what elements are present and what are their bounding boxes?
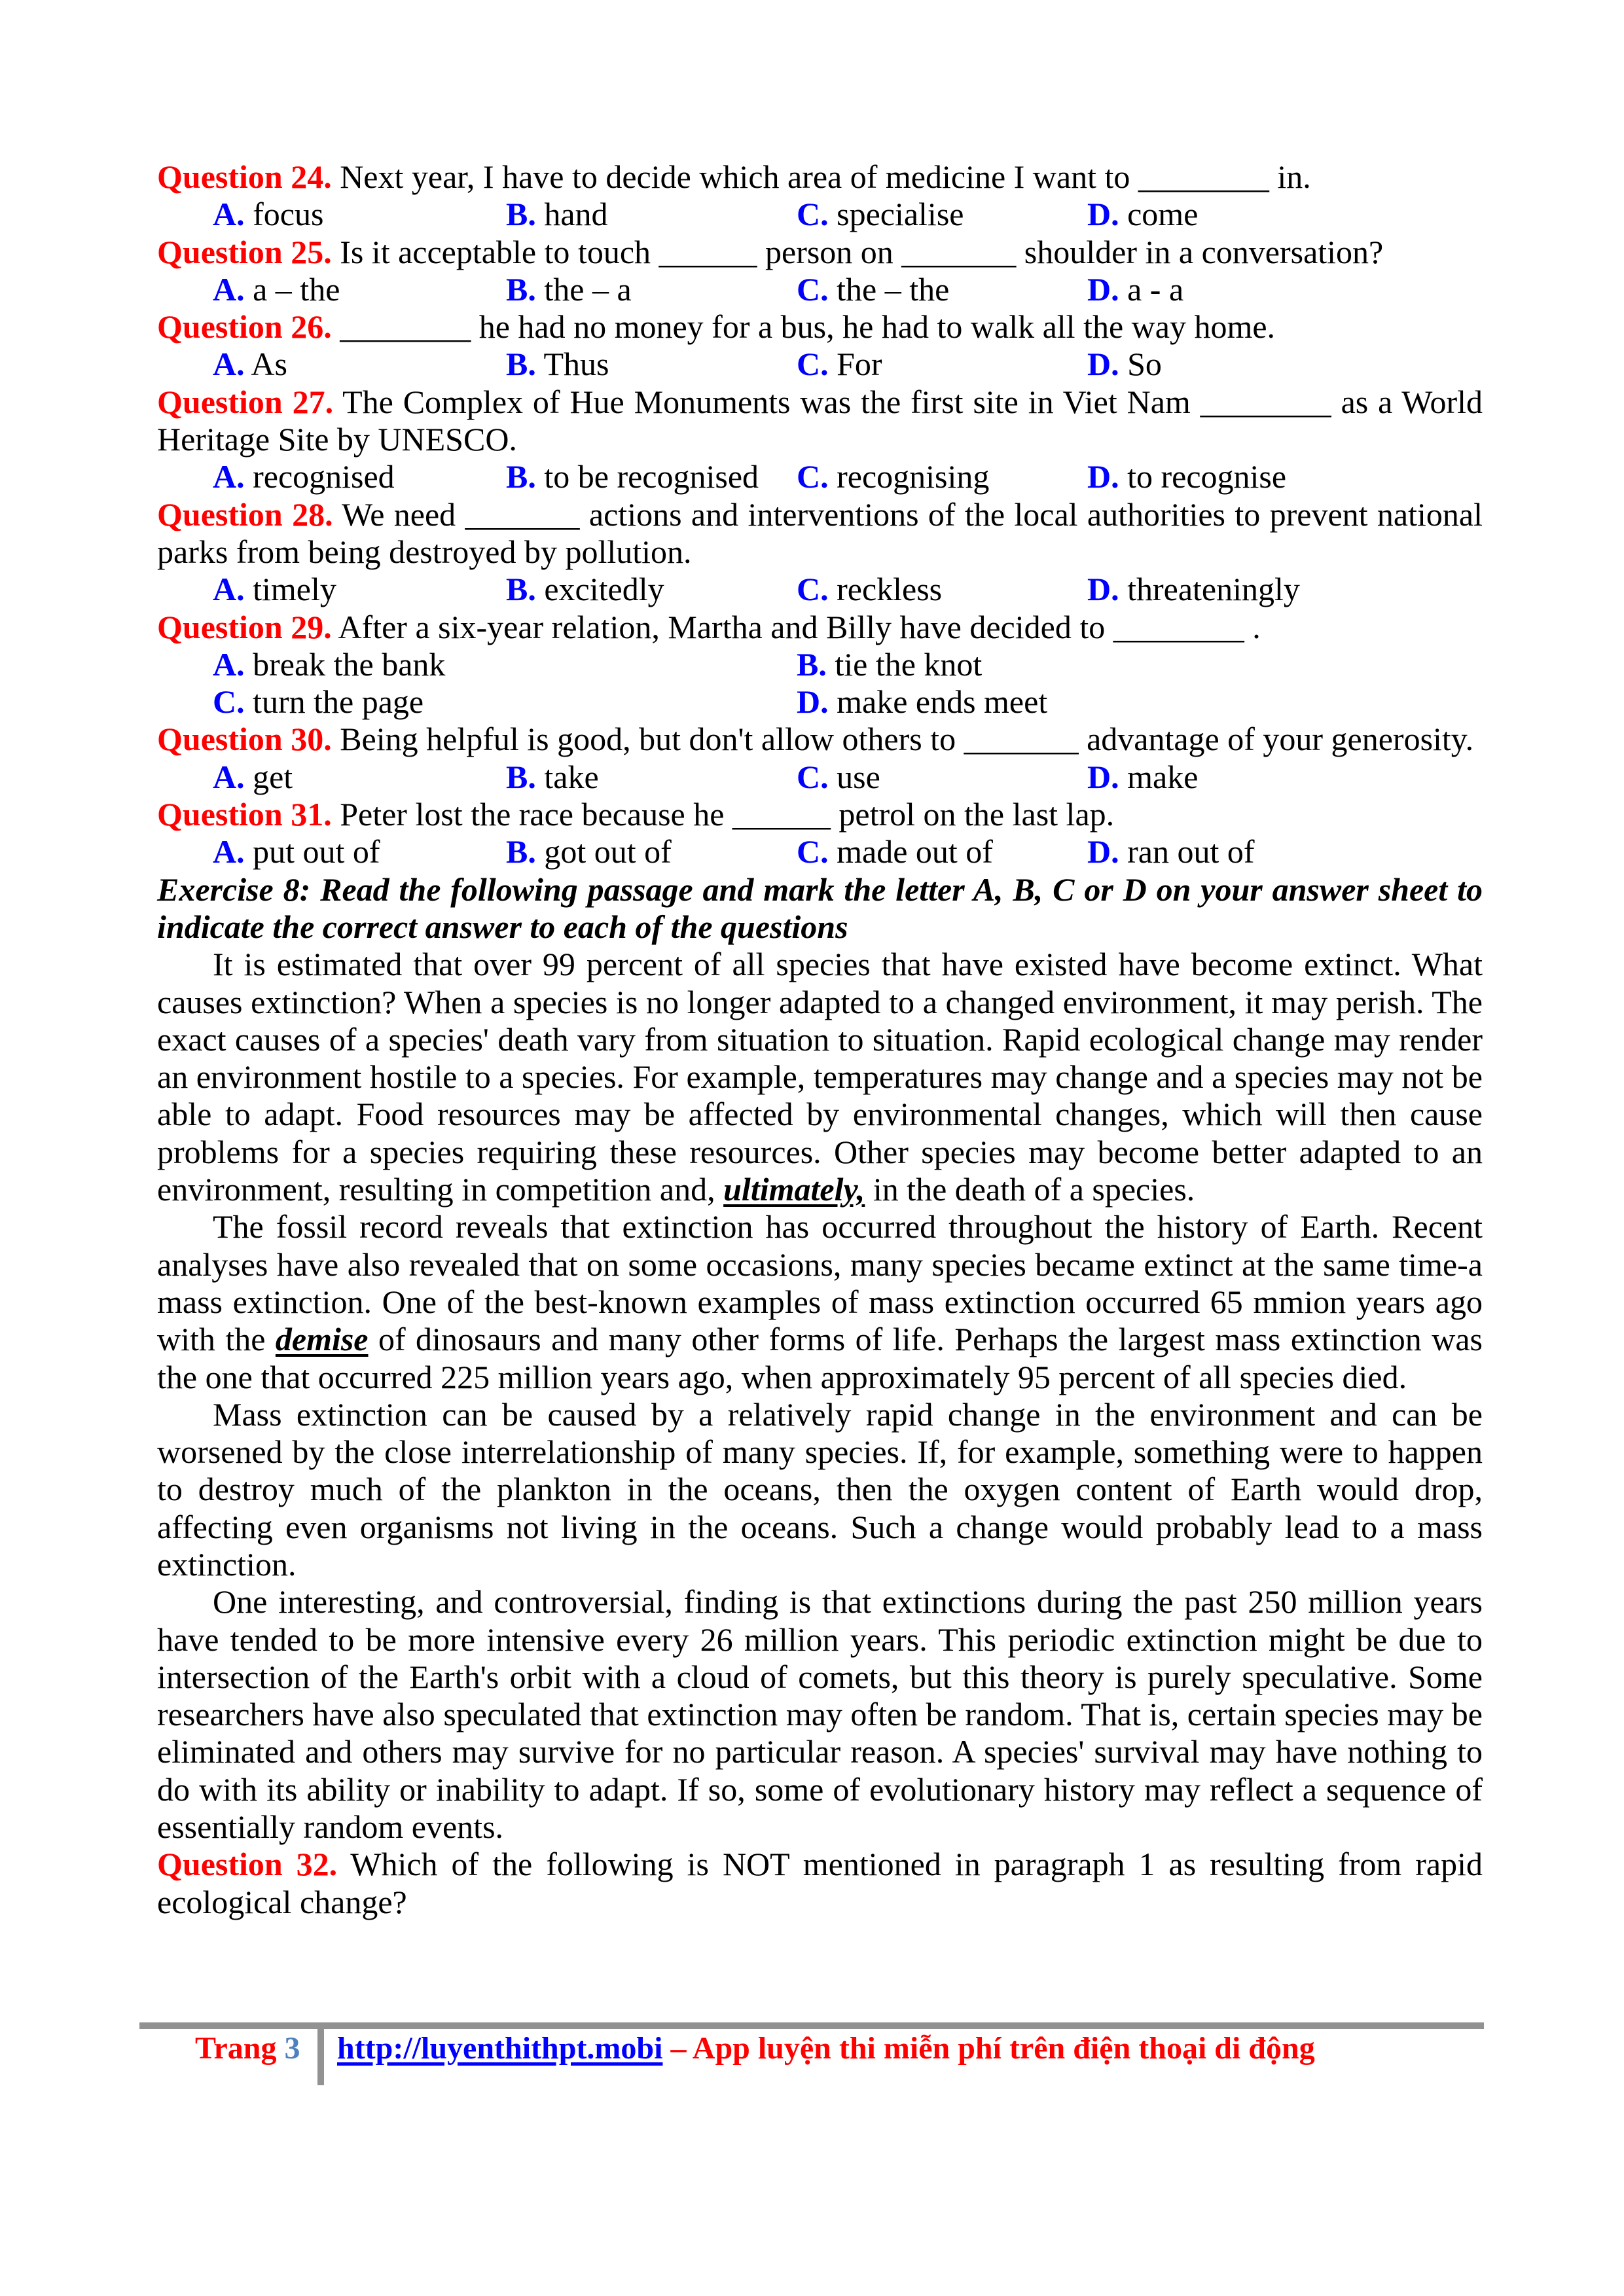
- option-text: turn the page: [244, 683, 424, 721]
- option-text: the – the: [828, 270, 950, 308]
- footer-divider: [317, 2029, 324, 2085]
- option-letter: A.: [213, 833, 245, 870]
- option-letter: D.: [1087, 346, 1119, 383]
- option-letter: A.: [213, 571, 245, 608]
- option-a[interactable]: [213, 646, 445, 683]
- question-text: ________ he had no money for a bus, he had to walk all the way home.: [331, 308, 1276, 346]
- footer-promo: [337, 2029, 1315, 2068]
- paragraph-text: in the death of a species.: [865, 1171, 1195, 1208]
- question-text: We need _______ actions and interventions of the local authorities to prevent national parks from being destroyed by pollution.: [157, 495, 1483, 570]
- options-row: [157, 196, 1483, 233]
- option-b[interactable]: [506, 346, 609, 383]
- exercise-heading: Exercise 8: Read the following passage and mark the letter A, B, C or D on your answer sheet to indicate the correct answer to each of the questions: [157, 870, 1483, 945]
- option-letter: C.: [797, 346, 829, 383]
- option-text: take: [535, 758, 599, 795]
- question-text: Peter lost the race because he ______ petrol on the last lap.: [331, 796, 1115, 833]
- option-text: a - a: [1119, 270, 1184, 308]
- option-d[interactable]: [1087, 458, 1286, 495]
- option-text: the – a: [535, 270, 632, 308]
- option-b[interactable]: [506, 458, 759, 495]
- options-row: [157, 646, 1483, 683]
- option-letter: D.: [1087, 758, 1119, 795]
- option-letter: D.: [1087, 571, 1119, 608]
- question-29: [157, 609, 1483, 646]
- option-text: made out of: [828, 833, 993, 870]
- option-b[interactable]: [506, 196, 608, 233]
- option-text: break the bank: [244, 645, 446, 683]
- website-link[interactable]: http://luyenthithpt.mobi: [337, 2031, 663, 2066]
- option-text: get: [244, 758, 293, 795]
- question-24: [157, 158, 1483, 196]
- option-text: specialise: [828, 196, 964, 233]
- question-25: [157, 234, 1483, 271]
- passage-paragraph-3: Mass extinction can be caused by a relatively rapid change in the environment and can be worsened by the close interrelationship of many species. If, for example, something were to happen to destroy much of the plankton in the oceans, then the oxygen content of Earth would drop, affecting even organisms not living in the oceans. Such a change would probably lead to a mass extinction.: [157, 1395, 1483, 1583]
- option-letter: A.: [213, 196, 245, 233]
- option-c[interactable]: [797, 271, 949, 308]
- option-text: focus: [244, 196, 324, 233]
- option-text: to be recognised: [535, 458, 759, 495]
- question-32: [157, 1846, 1483, 1921]
- question-label: Question 27.: [157, 383, 334, 420]
- option-letter: A.: [213, 270, 245, 308]
- question-label: Question 29.: [157, 608, 332, 645]
- option-letter: C.: [797, 270, 829, 308]
- footer-tagline: – App luyện thi miễn phí trên điện thoại di động: [662, 2031, 1315, 2066]
- option-letter: D.: [797, 683, 829, 721]
- option-letter: D.: [1087, 458, 1119, 495]
- options-row: [157, 271, 1483, 308]
- option-c[interactable]: [797, 833, 993, 870]
- option-a[interactable]: [213, 271, 340, 308]
- option-letter: B.: [506, 458, 536, 495]
- option-letter: C.: [213, 683, 245, 721]
- option-text: make: [1119, 758, 1199, 795]
- highlighted-word-demise: demise: [275, 1321, 369, 1358]
- option-letter: C.: [797, 571, 829, 608]
- question-text: Is it acceptable to touch ______ person on _______ shoulder in a conversation?: [331, 233, 1384, 270]
- option-b[interactable]: [506, 759, 599, 796]
- question-27: [157, 384, 1483, 459]
- option-a[interactable]: [213, 458, 395, 495]
- options-row: [157, 346, 1483, 383]
- highlighted-word-ultimately: ultimately,: [723, 1171, 865, 1208]
- option-letter: A.: [213, 346, 245, 383]
- option-letter: B.: [506, 833, 536, 870]
- option-letter: B.: [506, 270, 536, 308]
- question-label: Question 31.: [157, 796, 332, 833]
- option-d[interactable]: [1087, 833, 1255, 870]
- page-word: Trang: [195, 2031, 277, 2066]
- option-d[interactable]: [1087, 196, 1198, 233]
- question-label: Question 25.: [157, 233, 332, 270]
- option-b[interactable]: [797, 646, 982, 683]
- page-number: [195, 2029, 300, 2068]
- option-letter: C.: [797, 196, 829, 233]
- document-page: [157, 158, 1483, 1921]
- option-text: put out of: [244, 833, 380, 870]
- options-row: [157, 571, 1483, 608]
- option-text: tie the knot: [826, 645, 983, 683]
- paragraph-text: It is estimated that over 99 percent of all species that have existed have become extinct. What causes extinction? When a species is no longer adapted to a changed environment, it may perish. The exact causes of a species' death vary from situation to situation. Rapid ecological change may render an environment hostile to a species. For example, temperatures may change and a species may not be able to adapt. Food resources may be affected by environmental changes, which will then cause problems for a species requiring these resources. Other species may become better adapted to an environment, resulting in competition and,: [157, 946, 1483, 1208]
- option-b[interactable]: [506, 833, 672, 870]
- option-letter: A.: [213, 645, 245, 683]
- question-30: [157, 721, 1483, 758]
- paragraph-text: The fossil record reveals that extinction has occurred throughout the history of Earth. Recent analyses have also revealed that on some occasions, many species became extinct at the same time-a mass extinction. One of the best-known examples of mass extinction occurred 65 mmion years ago with the: [157, 1208, 1483, 1358]
- footer-rule: [139, 2022, 1484, 2029]
- option-d[interactable]: [1087, 759, 1198, 796]
- option-text: use: [828, 758, 880, 795]
- question-label: Question 30.: [157, 721, 332, 758]
- option-letter: B.: [506, 196, 536, 233]
- option-text: recognising: [828, 458, 990, 495]
- passage-paragraph-2: [157, 1208, 1483, 1395]
- question-text: The Complex of Hue Monuments was the first site in Viet Nam ________ as a World Heritage Site by UNESCO.: [157, 383, 1483, 458]
- option-letter: A.: [213, 458, 245, 495]
- question-text: After a six-year relation, Martha and Billy have decided to ________ .: [331, 608, 1261, 645]
- option-letter: D.: [1087, 833, 1119, 870]
- option-b[interactable]: [506, 271, 632, 308]
- question-28: [157, 496, 1483, 571]
- question-label: Question 26.: [157, 308, 332, 346]
- options-row: [157, 759, 1483, 796]
- option-b[interactable]: [506, 571, 664, 608]
- option-text: So: [1119, 346, 1162, 383]
- option-a[interactable]: [213, 196, 323, 233]
- option-text: timely: [244, 571, 336, 608]
- page-number-value: 3: [284, 2031, 300, 2066]
- question-label: Question 24.: [157, 158, 332, 195]
- question-text: Being helpful is good, but don't allow others to _______ advantage of your generosity.: [331, 721, 1474, 758]
- option-letter: B.: [506, 346, 536, 383]
- option-c[interactable]: [797, 196, 964, 233]
- passage-paragraph-1: [157, 946, 1483, 1208]
- question-text: Which of the following is NOT mentioned in paragraph 1 as resulting from rapid ecological change?: [157, 1846, 1483, 1920]
- option-text: a – the: [244, 270, 340, 308]
- option-a[interactable]: [213, 571, 336, 608]
- option-letter: D.: [1087, 196, 1119, 233]
- option-c[interactable]: [797, 346, 882, 383]
- options-row: [157, 683, 1483, 721]
- option-c[interactable]: [797, 571, 942, 608]
- option-text: reckless: [828, 571, 943, 608]
- option-text: got out of: [535, 833, 672, 870]
- option-text: ran out of: [1119, 833, 1255, 870]
- option-a[interactable]: [213, 759, 293, 796]
- option-text: Thus: [535, 346, 609, 383]
- option-d[interactable]: [1087, 346, 1162, 383]
- question-label: Question 32.: [157, 1846, 338, 1883]
- option-d[interactable]: [1087, 271, 1183, 308]
- option-a[interactable]: [213, 346, 287, 383]
- option-letter: B.: [797, 645, 827, 683]
- option-c[interactable]: [797, 458, 989, 495]
- option-text: For: [828, 346, 882, 383]
- option-d[interactable]: [1087, 571, 1300, 608]
- option-letter: C.: [797, 458, 829, 495]
- options-row: [157, 833, 1483, 870]
- option-letter: B.: [506, 571, 536, 608]
- option-letter: D.: [1087, 270, 1119, 308]
- passage-paragraph-4: One interesting, and controversial, finding is that extinctions during the past 250 million years have tended to be more intensive every 26 million years. This periodic extinction might be due to intersection of the Earth's orbit with a cloud of comets, but this theory is purely speculative. Some researchers have also speculated that extinction may often be random. That is, certain species may be eliminated and others may survive for no particular reason. A species' survival may have nothing to do with its ability or inability to adapt. If so, some of evolutionary history may reflect a sequence of essentially random events.: [157, 1583, 1483, 1846]
- option-text: come: [1119, 196, 1199, 233]
- option-text: to recognise: [1119, 458, 1287, 495]
- option-a[interactable]: [213, 833, 380, 870]
- option-d[interactable]: [797, 683, 1047, 721]
- option-letter: C.: [797, 833, 829, 870]
- option-text: make ends meet: [828, 683, 1048, 721]
- options-row: [157, 458, 1483, 495]
- question-label: Question 28.: [157, 495, 333, 533]
- option-text: hand: [535, 196, 608, 233]
- option-text: As: [244, 346, 287, 383]
- question-31: [157, 796, 1483, 833]
- option-letter: C.: [797, 758, 829, 795]
- option-text: excitedly: [535, 571, 664, 608]
- question-26: [157, 308, 1483, 346]
- option-letter: B.: [506, 758, 536, 795]
- option-text: recognised: [244, 458, 395, 495]
- paragraph-text: of dinosaurs and many other forms of life. Perhaps the largest mass extinction was the one that occurred 225 million years ago, when approximately 95 percent of all species died.: [157, 1321, 1483, 1395]
- option-c[interactable]: [213, 683, 424, 721]
- option-text: threateningly: [1119, 571, 1300, 608]
- option-c[interactable]: [797, 759, 880, 796]
- option-letter: A.: [213, 758, 245, 795]
- question-text: Next year, I have to decide which area of medicine I want to ________ in.: [331, 158, 1311, 195]
